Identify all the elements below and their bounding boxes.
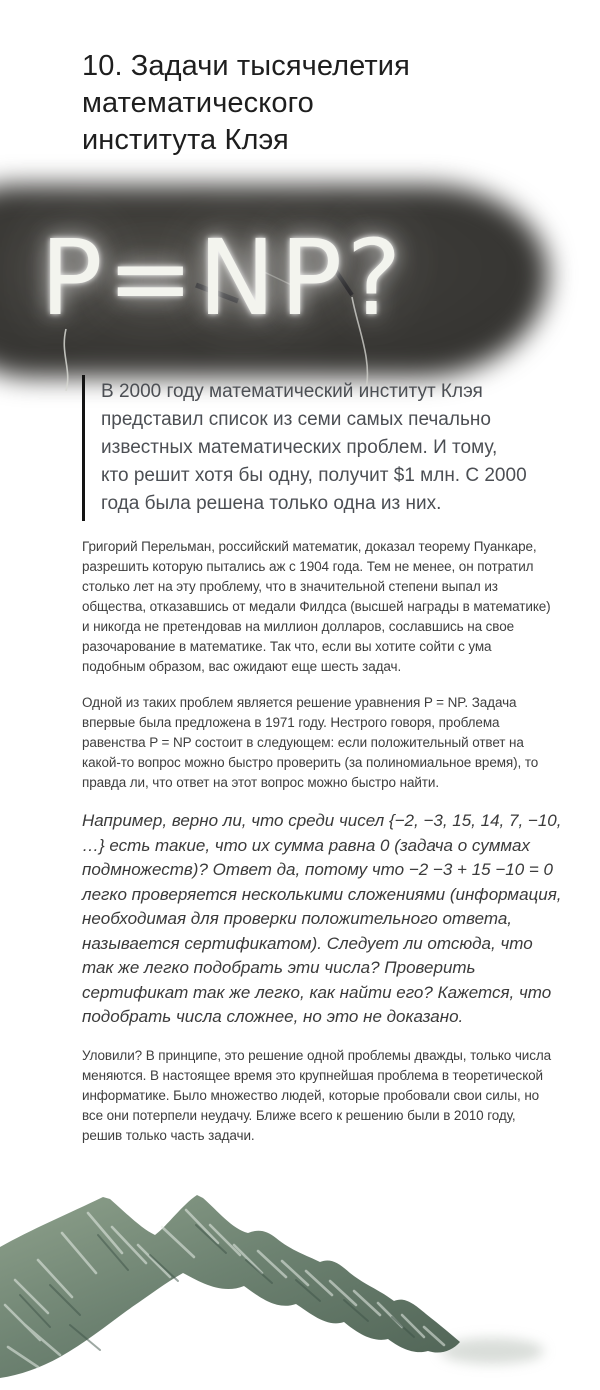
dna-mountain-image: [0, 1185, 600, 1385]
pnp-neon-photo: [0, 169, 600, 391]
paragraph-subset-sum-example: Например, верно ли, что среди чисел {−2, −3, 15, 14, 7, −10, …} есть такие, что их сумма равна 0 (задача о суммах подмножеств)? Ответ да, потому что −2 −3 + 15 −10 = 0 легко проверяется несколькими сложениями (информация, необходимая для проверки положительного ответа, называется сертификатом). Следует ли отсюда, что так же легко подобрать эти числа? Проверить сертификат так же легко, как найти его? Кажется, что подобрать числа сложнее, но это не доказано.: [82, 811, 562, 1026]
lead-quote-text: В 2000 году математический институт Клэя представил список из семи самых печально известных математических проблем. И тому, кто решит хотя бы одну, получит $1 млн. С 2000 года была решена только одна из них.: [101, 381, 527, 514]
paragraph-conclusion: Уловили? В принципе, это решение одной проблемы дважды, только числа меняются. В настоящее время это крупнейшая проблема в теоретической информатике. Было множество людей, которые пробовали свои силы, но все они потерпели неудачу. Ближе всего к решению были в 2010 году, решив только часть задачи.: [82, 1047, 552, 1143]
page-title: 10. Задачи тысячелетия математического института Клэя: [82, 50, 410, 156]
paragraph-pnp-problem: Одной из таких проблем является решение уравнения P = NP. Задача впервые была предложена в 1971 году. Нестрого говоря, проблема равенства P = NP состоит в следующем: если положительный ответ на какой-то вопрос можно быстро проверить (за полиномиальное время), то правда ли, что ответ на этот вопрос можно быстро найти.: [82, 695, 539, 790]
neon-sign-text: P=NP?: [40, 217, 406, 339]
lead-quote: [82, 375, 528, 521]
dna-ridge-shape: [0, 1195, 460, 1378]
paragraph-perelman: Григорий Перельман, российский математик, доказал теорему Пуанкаре, разрешить которую пытались аж с 1904 года. Тем не менее, он потратил столько лет на эту проблему, что в значительной степени выпал из общества, отказавшись от медали Филдса (высшей награды в математике) и никогда не претендовав на миллион долларов, сославшись на свое разочарование в математике. Так что, если вы хотите сойти с ума подобным образом, вас ожидают еще шесть задач.: [82, 539, 551, 674]
